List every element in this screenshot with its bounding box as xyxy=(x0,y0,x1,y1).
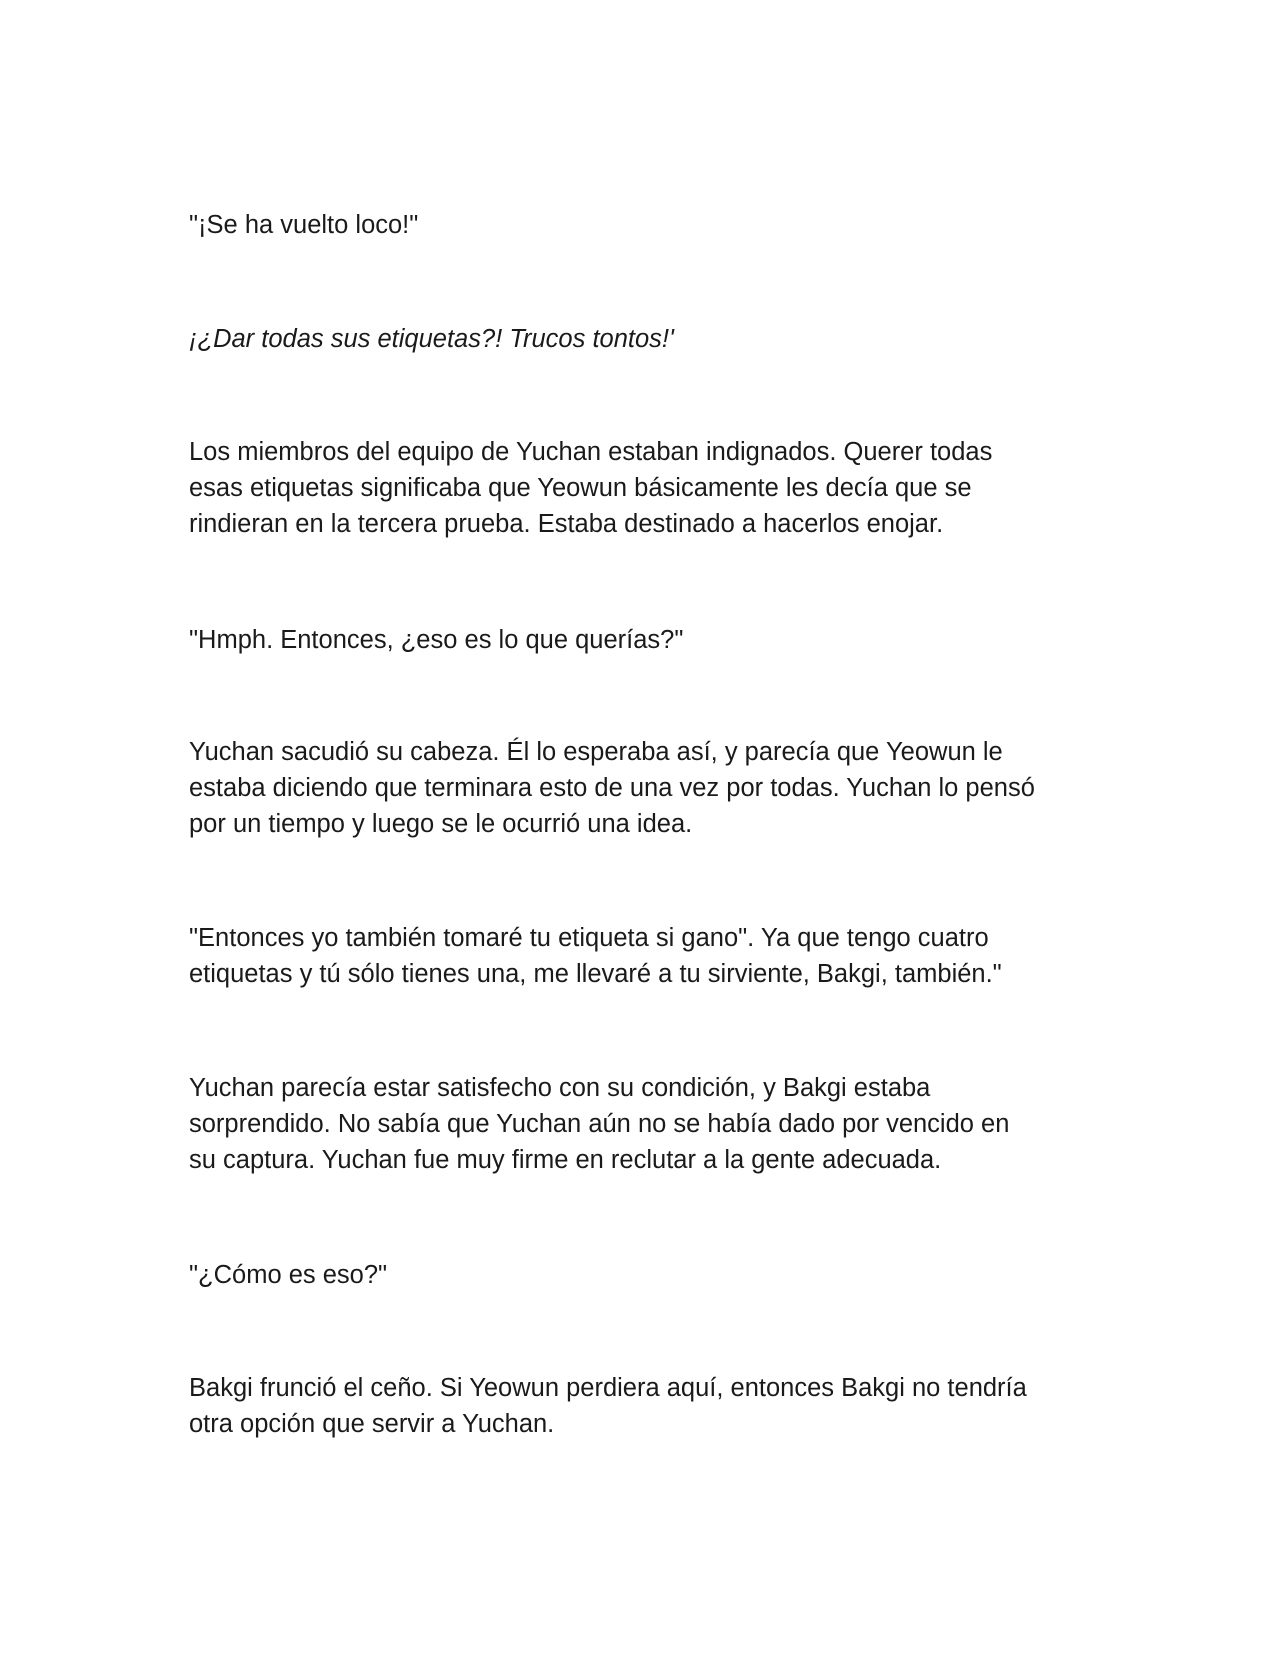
paragraph-3 xyxy=(189,434,1109,542)
paragraph-2-italic-thought xyxy=(189,321,1109,357)
text-line: por un tiempo y luego se le ocurrió una idea. xyxy=(189,810,693,838)
text-line: otra opción que servir a Yuchan. xyxy=(189,1410,555,1438)
text-line: ¡¿Dar todas sus etiquetas?! Trucos tontos!' xyxy=(189,325,674,353)
text-line: Bakgi frunció el ceño. Si Yeowun perdiera aquí, entonces Bakgi no tendría xyxy=(189,1374,1027,1402)
text-line: estaba diciendo que terminara esto de una vez por todas. Yuchan lo pensó xyxy=(189,774,1035,802)
paragraph-6 xyxy=(189,920,1109,992)
text-line: Yuchan parecía estar satisfecho con su condición, y Bakgi estaba xyxy=(189,1074,931,1102)
paragraph-5 xyxy=(189,734,1109,842)
text-line: Yuchan sacudió su cabeza. Él lo esperaba así, y parecía que Yeowun le xyxy=(189,738,1003,766)
text-line: esas etiquetas significaba que Yeowun básicamente les decía que se xyxy=(189,474,972,502)
paragraph-8 xyxy=(189,1257,1109,1293)
text-line: su captura. Yuchan fue muy firme en reclutar a la gente adecuada. xyxy=(189,1146,942,1174)
text-line: "Hmph. Entonces, ¿eso es lo que querías?" xyxy=(189,626,684,654)
paragraph-4 xyxy=(189,622,1109,658)
text-line: sorprendido. No sabía que Yuchan aún no se había dado por vencido en xyxy=(189,1110,1010,1138)
text-line: "¿Cómo es eso?" xyxy=(189,1261,388,1289)
paragraph-9 xyxy=(189,1370,1109,1442)
paragraph-7 xyxy=(189,1070,1109,1178)
text-line: etiquetas y tú sólo tienes una, me llevaré a tu sirviente, Bakgi, también." xyxy=(189,960,1002,988)
text-line: rindieran en la tercera prueba. Estaba destinado a hacerlos enojar. xyxy=(189,510,944,538)
text-line: "Entonces yo también tomaré tu etiqueta si gano". Ya que tengo cuatro xyxy=(189,924,989,952)
text-line: "¡Se ha vuelto loco!" xyxy=(189,211,419,239)
paragraph-1 xyxy=(189,207,1109,243)
text-line: Los miembros del equipo de Yuchan estaban indignados. Querer todas xyxy=(189,438,993,466)
